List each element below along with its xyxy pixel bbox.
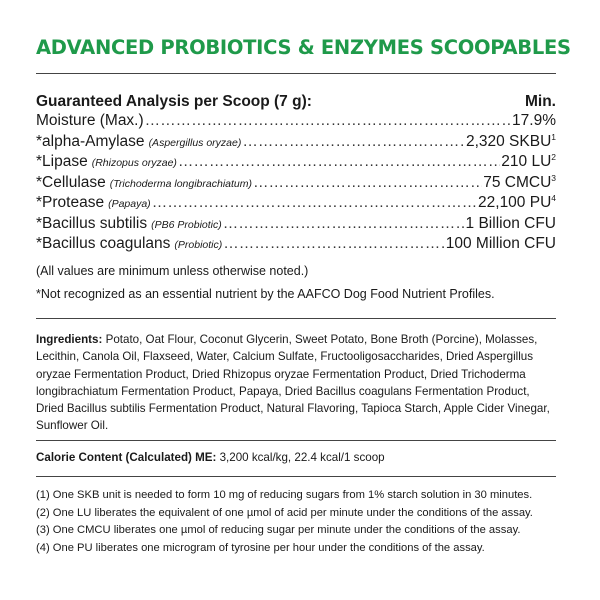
analysis-row-cellulase bbox=[36, 174, 556, 195]
calorie-value: 3,200 kcal/kg, 22.4 kcal/1 scoop bbox=[219, 451, 385, 464]
analysis-name: *alpha-Amylase bbox=[36, 132, 145, 150]
analysis-source: (PB6 Probiotic) bbox=[151, 218, 222, 231]
analysis-source: (Papaya) bbox=[108, 198, 151, 210]
analysis-value: 75 CMCU$^3$ bbox=[483, 172, 556, 191]
analysis-row-protease bbox=[36, 194, 556, 215]
analysis-name: *Lipase bbox=[36, 153, 88, 170]
analysis-source: (Probiotic) bbox=[174, 239, 223, 251]
analysis-row-alpha-amylase bbox=[36, 133, 556, 154]
section-divider bbox=[36, 476, 556, 477]
dot-leader bbox=[152, 194, 477, 212]
analysis-row-lipase bbox=[36, 153, 556, 174]
footnote-3: (3) One CMCU liberates one µmol of reducing sugar per minute under the conditions of the assay. bbox=[36, 524, 521, 536]
dot-leader bbox=[223, 235, 444, 253]
analysis-value: 22,100 $PU^4$ bbox=[478, 192, 556, 211]
ingredients-block bbox=[36, 331, 560, 435]
footnote-ref: 4 bbox=[551, 192, 556, 203]
analysis-value: 1 Billion CFU bbox=[465, 214, 556, 232]
analysis-value: 2,320 SKBU$^1$ bbox=[465, 131, 556, 150]
dot-leader bbox=[145, 112, 511, 130]
dot-leader bbox=[223, 215, 465, 233]
analysis-name: *Bacillus subtilis bbox=[36, 214, 148, 232]
analysis-source: (Rhizopus oryzae) bbox=[91, 157, 177, 169]
analysis-name: Moisture (Max.) bbox=[36, 112, 144, 129]
dot-leader bbox=[178, 153, 500, 171]
ingredients-text: Potato, Oat Flour, Coconut Glycerin, Sweet Potato, Bone Broth (Porcine), Molasses, Lecithin, Canola Oil, Flaxseed, Water, Calcium Sulfate, Fructooligosaccharides, Dried Aspergillus oryzae Fermentation Product, Dried Rhizopus oryzae Fermentation Product, Dried Trichoderma longibrachiatum Fermentation Product, Papaya, Dried Bacillus coagulans Fermentation Product, Dried Bacillus subtilis Fermentation Product, Natural Flavoring, Tapioca Starch, Apple Cider Vinegar, Sunflower Oil. bbox=[36, 333, 550, 433]
footnote-1: (1) One SKB unit is needed to form 10 mg of reducing sugars from 1% starch solution in 30 minutes. bbox=[36, 489, 533, 501]
section-divider bbox=[36, 318, 556, 319]
analysis-name: *Cellulase bbox=[36, 173, 106, 191]
footnote-ref: 2 bbox=[551, 151, 556, 162]
aafco-note: *Not recognized as an essential nutrient by the AAFCO Dog Food Nutrient Profiles. bbox=[36, 287, 495, 301]
guaranteed-analysis-list bbox=[36, 112, 556, 256]
footnote-ref: 1 bbox=[551, 131, 556, 142]
footnote-ref: 3 bbox=[551, 172, 556, 183]
ingredients-label: Ingredients: bbox=[36, 333, 103, 346]
analysis-value: 100 Million CFU bbox=[445, 235, 556, 252]
guaranteed-analysis-header bbox=[36, 93, 556, 111]
analysis-source: (Trichoderma longibrachiatum) bbox=[109, 177, 252, 190]
analysis-source: (Aspergillus oryzae) bbox=[148, 136, 242, 149]
guaranteed-analysis-heading: Guaranteed Analysis per Scoop (7 g): bbox=[36, 93, 312, 110]
product-title: ADVANCED PROBIOTICS & ENZYMES SCOOPABLES bbox=[36, 36, 571, 59]
calorie-content bbox=[36, 451, 560, 464]
dot-leader bbox=[253, 174, 482, 192]
footnote-2: (2) One LU liberates the equivalent of one µmol of acid per minute under the conditions of the assay. bbox=[36, 506, 533, 519]
analysis-name: *Bacillus coagulans bbox=[36, 235, 171, 252]
footnote-4: (4) One PU liberates one microgram of tyrosine per hour under the conditions of the assay. bbox=[36, 541, 485, 554]
min-column-label: Min. bbox=[525, 93, 556, 110]
analysis-row-bacillus-coagulans bbox=[36, 235, 556, 256]
analysis-row-bacillus-subtilis bbox=[36, 215, 556, 236]
analysis-row-moisture bbox=[36, 112, 556, 133]
minimum-values-note: (All values are minimum unless otherwise noted.) bbox=[36, 264, 309, 278]
section-divider bbox=[36, 440, 556, 441]
analysis-value: 210 $LU^2$ bbox=[501, 151, 556, 170]
dot-leader bbox=[242, 133, 465, 151]
calorie-label: Calorie Content (Calculated) ME: bbox=[36, 451, 217, 464]
title-divider bbox=[36, 73, 556, 74]
analysis-value: 17.9% bbox=[512, 112, 556, 129]
analysis-name: *Protease bbox=[36, 194, 105, 211]
footnotes bbox=[36, 489, 566, 559]
